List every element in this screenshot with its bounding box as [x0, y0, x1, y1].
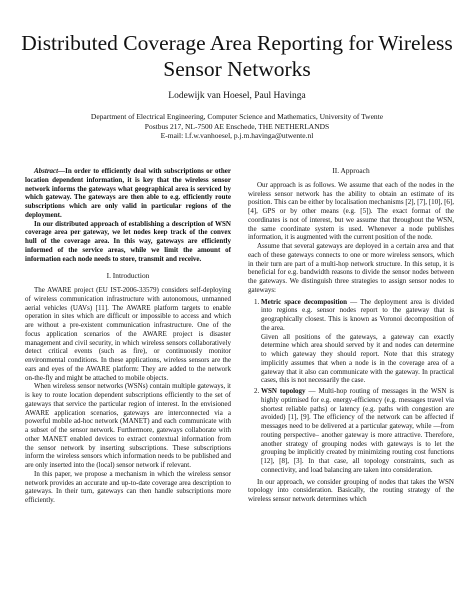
right-column	[248, 167, 454, 504]
approach-paragraph-2: Assume that several gateways are deployed in a certain area and that each of these gateways connects to one or more wireless sensors, which in their turn are part of a multi-hop network structure. In this setup, it is beneficial for e.g. bandwidth reasons to divide the sensor nodes between the gateways. We distinguish three strategies to assign sensor nodes to gateways:	[248, 242, 454, 294]
affiliation-department: Department of Electrical Engineering, Computer Science and Mathematics, University of Twente	[90, 112, 384, 121]
abstract-paragraph-2: In our distributed approach of establishing a description of WSN coverage area per gateway, we let nodes keep track of the convex hull of the coverage area. In this way, gateways are efficiently informed of the service areas, while we limit the amount of information each node needs to store, transmit and receive.	[25, 219, 231, 263]
strategy-item-text: — Multi-hop routing of messages in the WSN is highly optimised for e.g. energy-efficiency (e.g. messages travel via shortest reliable paths) or latency (e.g. paths with congestion are avoided) [1], [9]. The efficiency of the network can be affected if messages need to be delivered at a particular gateway, while —from routing perspective– another gateway is more attractive. Therefore, another strategy of grouping nodes with gateways is to let the grouping be implicitly created by minimizing routing cost functions [12], [8], [3]. In that case, all topology constraints, such as connectivity, and load balancing are taken into consideration.	[261, 387, 454, 474]
strategy-item	[261, 387, 454, 475]
abstract-text-1: —In order to efficiently deal with subscriptions or other location dependent information, it is key that the wireless sensor network informs the gateways what geographical area is serviced by which gateway. The gateways are then able to e.g. efficiently route subscriptions which are only valid in particular regions of the deployment.	[25, 167, 231, 219]
section-heading-introduction: I. Introduction	[106, 271, 150, 281]
strategy-item-text: — The deployment area is divided into regions e.g. sensor nodes report to the gateway that is geographically closest. This is known as Voronoi decomposition of the area.	[261, 297, 454, 332]
authors: Lodewijk van Hoesel, Paul Havinga	[168, 91, 306, 101]
section-heading-approach: II. Approach	[332, 166, 370, 175]
abstract-paragraph-1	[25, 167, 231, 220]
paper-title: Distributed Coverage Area Reporting for Wireless Sensor Networks	[21, 31, 453, 81]
approach-paragraph-1: Our approach is as follows. We assume that each of the nodes in the wireless sensor network has the ability to obtain an estimate of its position. This can be either by localisation mechanisms [2], [7], [10], [6], [4], GPS or by other means (e.g. [5]). The exact format of the coordinates is not of interest, but we assume that throughout the WSN, the same coordinate system is used. Whenever a node publishes information, it is augmented with the current position of the node.	[248, 180, 454, 242]
affiliation	[0, 112, 474, 141]
affiliation-address: Postbus 217, NL-7500 AE Enschede, THE NETHERLANDS	[144, 121, 330, 131]
strategy-list	[248, 298, 454, 475]
intro-paragraph-2: When wireless sensor networks (WSNs) contain multiple gateways, it is key to route location dependent subscriptions efficiently to the set of gateways that service the particular region of interest. In the envisioned AWARE application scenarios, gateways are interconnected via a powerful mobile ad-hoc network (MANET) and each communicate with a subset of the sensor network. Furthermore, gateways collaborate with other MANET enabled devices to extract contextual information from the sensor network by inserting subscriptions. These subscriptions inform the wireless sensors which information needs to be published and are only inserted into the (local) sensor network if relevant.	[25, 382, 231, 469]
abstract-label: Abstract	[34, 167, 59, 175]
affiliation-email: E-mail: l.f.w.vanhoesel, p.j.m.havinga@utwente.nl	[160, 131, 314, 141]
approach-paragraph-3: In our approach, we consider grouping of nodes that takes the WSN topology into consideration. Basically, the routing strategy of the wireless sensor network determines which	[248, 477, 454, 503]
strategy-item-text-continued: Given all positions of the gateways, a gateway can exactly determine which area should served by it and nodes can determine to which gateway they should report. Note that this strategy implicitly assumes that when a node is in the coverage area of a gateway that it also can communicate with the gateway. In practical cases, this is not necessarily the case.	[261, 332, 454, 385]
intro-paragraph-1: The AWARE project (EU IST-2006-33579) considers self-deploying of wireless communication infrastructure with autonomous, unmanned aerial vehicles (UAVs) [11]. The AWARE platform targets to enable operation in sites which are difficult or impossible to access and which are without a pre-existent communication infrastructure. One of the focus application scenarios of the AWARE project is disaster management and civil security, in which wireless sensors collaboratively detect critical events (such as fire), or continuously monitor environmental conditions. In these applications, wireless sensors are the ears and eyes of the AWARE platform: They are added to the network on-the-fly and might be attached to mobile objects.	[25, 286, 231, 382]
strategy-item-title: Metric space decomposition	[261, 297, 347, 306]
strategy-item-title: WSN topology	[261, 387, 306, 395]
left-column	[25, 167, 231, 505]
intro-paragraph-3: In this paper, we propose a mechanism in which the wireless sensor network provides an accurate and up-to-date coverage area description to gateways. In their turn, gateways can then handle subscriptions more efficiently.	[25, 469, 231, 504]
strategy-item	[261, 298, 454, 386]
